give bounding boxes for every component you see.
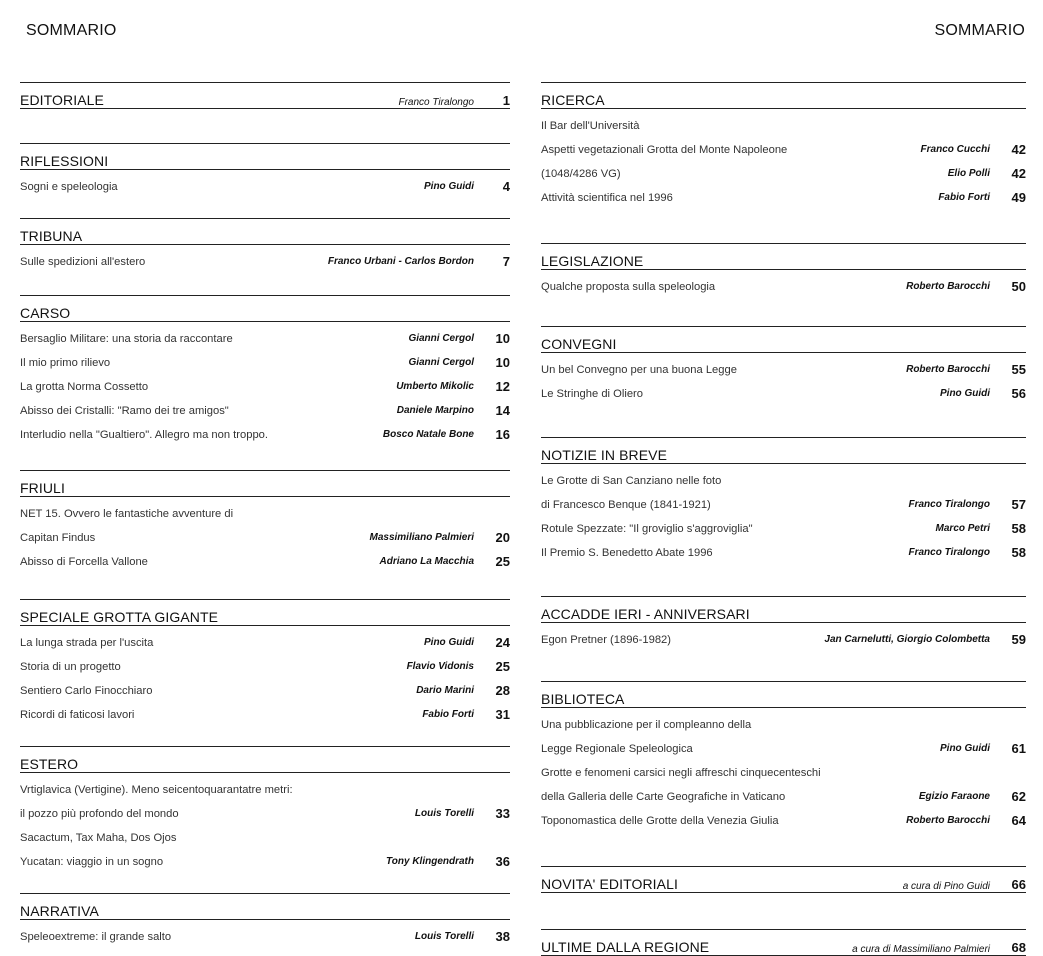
toc-left-column [20, 78, 510, 948]
section-title: NOTIZIE IN BREVE [541, 447, 668, 463]
page-header-left: SOMMARIO [26, 22, 117, 39]
toc-entry[interactable] [20, 501, 510, 525]
section-title: LEGISLAZIONE [541, 253, 644, 269]
toc-section [541, 437, 1026, 592]
toc-entry[interactable] [541, 712, 1026, 736]
section-heading [20, 470, 510, 497]
entry-title: Egon Pretner (1896-1982) [541, 634, 671, 646]
section-title: BIBLIOTECA [541, 691, 625, 707]
section-page-number: 66 [1011, 877, 1026, 892]
toc-section [20, 893, 510, 948]
toc-entry[interactable] [20, 654, 510, 678]
entry-list [541, 357, 1026, 405]
section-title: ULTIME DALLA REGIONE [541, 939, 710, 955]
toc-section [20, 143, 510, 214]
section-title: RIFLESSIONI [20, 153, 109, 169]
toc-entry[interactable] [541, 784, 1026, 808]
toc-entry[interactable] [541, 161, 1026, 185]
section-title: RICERCA [541, 92, 605, 108]
entry-page-number: 42 [1011, 166, 1026, 181]
entry-page-number: 56 [1011, 386, 1026, 401]
entry-author: Louis Torelli [414, 931, 474, 942]
toc-entry[interactable] [20, 924, 510, 948]
entry-author: Gianni Cergol [408, 333, 474, 344]
entry-author: Roberto Barocchi [906, 364, 990, 375]
section-heading [20, 82, 510, 109]
entry-title: Legge Regionale Speleologica [541, 743, 693, 755]
entry-title: La grotta Norma Cossetto [20, 381, 149, 393]
entry-title: Le Stringhe di Oliero [541, 388, 643, 400]
entry-page-number: 61 [1011, 741, 1026, 756]
entry-title: Sulle spedizioni all'estero [20, 256, 146, 268]
entry-title: Bersaglio Militare: una storia da raccontare [20, 333, 233, 345]
entry-page-number: 4 [502, 179, 510, 194]
page-header-right: SOMMARIO [934, 22, 1025, 39]
entry-page-number: 25 [495, 554, 510, 569]
toc-entry[interactable] [541, 492, 1026, 516]
entry-title: Vrtiglavica (Vertigine). Meno seicentoquarantatre metri: [20, 784, 293, 796]
entry-page-number: 58 [1011, 545, 1026, 560]
entry-title: il pozzo più profondo del mondo [20, 808, 179, 820]
entry-list [20, 630, 510, 726]
toc-entry[interactable] [541, 516, 1026, 540]
toc-entry[interactable] [541, 736, 1026, 760]
entry-title: NET 15. Ovvero le fantastiche avventure di [20, 508, 234, 520]
entry-title: Abisso di Forcella Vallone [20, 556, 148, 568]
entry-title: La lunga strada per l'uscita [20, 637, 154, 649]
entry-author: Pino Guidi [424, 181, 474, 192]
entry-author: Adriano La Macchia [379, 556, 474, 567]
toc-entry[interactable] [20, 422, 510, 446]
entry-title: Sentiero Carlo Finocchiaro [20, 685, 153, 697]
section-heading [541, 866, 1026, 893]
toc-section [541, 681, 1026, 862]
entry-page-number: 7 [502, 254, 510, 269]
section-heading [541, 929, 1026, 956]
toc-section [541, 243, 1026, 322]
toc-entry[interactable] [541, 627, 1026, 651]
entry-title: Qualche proposta sulla speleologia [541, 281, 716, 293]
toc-entry[interactable] [20, 825, 510, 849]
entry-title: Storia di un progetto [20, 661, 121, 673]
entry-page-number: 64 [1011, 813, 1026, 828]
entry-author: Fabio Forti [938, 192, 990, 203]
entry-author: Pino Guidi [940, 388, 990, 399]
section-heading [541, 596, 1026, 623]
entry-list [541, 274, 1026, 298]
entry-title: Yucatan: viaggio in un sogno [20, 856, 164, 868]
toc-section [541, 82, 1026, 239]
entry-page-number: 55 [1011, 362, 1026, 377]
entry-title: Grotte e fenomeni carsici negli affreschi cinquecenteschi [541, 767, 821, 779]
toc-section [20, 295, 510, 466]
entry-author: Tony Klingendrath [386, 856, 474, 867]
entry-title: Aspetti vegetazionali Grotta del Monte Napoleone [541, 144, 788, 156]
entry-author: Bosco Natale Bone [382, 429, 474, 440]
entry-title: Rotule Spezzate: "Il groviglio s'aggroviglia" [541, 523, 753, 535]
section-title: ACCADDE IERI - ANNIVERSARI [541, 606, 750, 622]
toc-entry[interactable] [20, 801, 510, 825]
toc-entry[interactable] [541, 540, 1026, 564]
entry-page-number: 50 [1011, 279, 1026, 294]
section-author: a cura di Massimiliano Palmieri [852, 944, 990, 955]
entry-author: Franco Cucchi [920, 144, 990, 155]
section-author: Franco Tiralongo [398, 97, 474, 108]
section-heading [541, 681, 1026, 708]
entry-author: Franco Urbani - Carlos Bordon [327, 256, 474, 267]
entry-author: Massimiliano Palmieri [369, 532, 474, 543]
entry-title: Interludio nella "Gualtiero". Allegro ma non troppo. [20, 429, 268, 441]
toc-entry[interactable] [20, 398, 510, 422]
entry-author: Daniele Marpino [396, 405, 474, 416]
entry-title: Toponomastica delle Grotte della Venezia Giulia [541, 815, 779, 827]
entry-title: Il Premio S. Benedetto Abate 1996 [541, 547, 713, 559]
entry-list [541, 113, 1026, 209]
entry-title: Ricordi di faticosi lavori [20, 709, 135, 721]
entry-title: Sogni e speleologia [20, 181, 118, 193]
entry-page-number: 59 [1011, 632, 1026, 647]
toc-section [20, 470, 510, 595]
toc-right-column [541, 78, 1026, 956]
entry-page-number: 24 [495, 635, 510, 650]
toc-entry[interactable] [20, 525, 510, 549]
section-page-number: 68 [1011, 940, 1026, 955]
section-title: CARSO [20, 305, 71, 321]
section-heading [20, 218, 510, 245]
entry-author: Roberto Barocchi [906, 281, 990, 292]
toc-entry[interactable] [20, 174, 510, 198]
entry-list [20, 777, 510, 873]
section-title: SPECIALE GROTTA GIGANTE [20, 609, 219, 625]
section-heading [541, 82, 1026, 109]
section-title: CONVEGNI [541, 336, 617, 352]
entry-author: Pino Guidi [940, 743, 990, 754]
entry-title: Abisso dei Cristalli: "Ramo dei tre amigos" [20, 405, 229, 417]
entry-title: Attività scientifica nel 1996 [541, 192, 673, 204]
entry-page-number: 20 [495, 530, 510, 545]
entry-page-number: 33 [495, 806, 510, 821]
toc-section [541, 866, 1026, 925]
entry-author: Marco Petri [935, 523, 990, 534]
entry-author: Flavio Vidonis [406, 661, 474, 672]
section-heading [541, 326, 1026, 353]
entry-title: Una pubblicazione per il compleanno della [541, 719, 752, 731]
entry-page-number: 16 [495, 427, 510, 442]
entry-list [20, 249, 510, 273]
section-heading [20, 599, 510, 626]
toc-section [541, 596, 1026, 677]
entry-author: Dario Marini [416, 685, 474, 696]
section-title: NARRATIVA [20, 903, 99, 919]
entry-page-number: 25 [495, 659, 510, 674]
entry-title: Il Bar dell'Università [541, 120, 640, 132]
toc-entry[interactable] [20, 777, 510, 801]
toc-entry[interactable] [20, 249, 510, 273]
entry-author: Egizio Faraone [918, 791, 990, 802]
entry-page-number: 57 [1011, 497, 1026, 512]
toc-entry[interactable] [541, 808, 1026, 832]
entry-author: Elio Polli [947, 168, 990, 179]
entry-page-number: 62 [1011, 789, 1026, 804]
entry-author: Franco Tiralongo [908, 499, 990, 510]
toc-entry[interactable] [20, 549, 510, 573]
entry-page-number: 49 [1011, 190, 1026, 205]
entry-list [541, 468, 1026, 564]
toc-entry[interactable] [541, 760, 1026, 784]
section-heading [20, 143, 510, 170]
toc-section [541, 929, 1026, 956]
entry-author: Fabio Forti [422, 709, 474, 720]
entry-page-number: 38 [495, 929, 510, 944]
toc-entry[interactable] [20, 326, 510, 350]
entry-page-number: 42 [1011, 142, 1026, 157]
entry-title: Speleoextreme: il grande salto [20, 931, 172, 943]
section-heading [20, 893, 510, 920]
entry-page-number: 10 [495, 331, 510, 346]
toc-entry[interactable] [541, 357, 1026, 381]
toc-entry[interactable] [20, 630, 510, 654]
entry-author: Louis Torelli [414, 808, 474, 819]
entry-page-number: 31 [495, 707, 510, 722]
entry-page-number: 36 [495, 854, 510, 869]
entry-author: Umberto Mikolic [396, 381, 474, 392]
entry-author: Pino Guidi [424, 637, 474, 648]
section-page-number: 1 [502, 93, 510, 108]
toc-entry[interactable] [20, 702, 510, 726]
toc-entry[interactable] [20, 678, 510, 702]
toc-section [20, 82, 510, 139]
entry-author: Franco Tiralongo [908, 547, 990, 558]
toc-section [541, 326, 1026, 433]
entry-list [541, 627, 1026, 651]
section-heading [20, 295, 510, 322]
entry-author: Roberto Barocchi [906, 815, 990, 826]
entry-author: Gianni Cergol [408, 357, 474, 368]
entry-title: Un bel Convegno per una buona Legge [541, 364, 737, 376]
section-title: TRIBUNA [20, 228, 83, 244]
toc-entry[interactable] [541, 381, 1026, 405]
section-heading [541, 437, 1026, 464]
entry-page-number: 28 [495, 683, 510, 698]
toc-section [20, 599, 510, 742]
entry-page-number: 58 [1011, 521, 1026, 536]
entry-author: Jan Carnelutti, Giorgio Colombetta [824, 634, 990, 645]
entry-title: Sacactum, Tax Maha, Dos Ojos [20, 832, 177, 844]
entry-title: di Francesco Benque (1841-1921) [541, 499, 711, 511]
section-title: NOVITA' EDITORIALI [541, 876, 678, 892]
entry-list [20, 501, 510, 573]
toc-entry[interactable] [20, 849, 510, 873]
toc-entry[interactable] [541, 113, 1026, 137]
toc-section [20, 218, 510, 291]
entry-title: della Galleria delle Carte Geografiche in Vaticano [541, 791, 786, 803]
entry-list [20, 924, 510, 948]
section-heading [541, 243, 1026, 270]
section-author: a cura di Pino Guidi [902, 881, 990, 892]
toc-entry[interactable] [541, 185, 1026, 209]
entry-list [541, 712, 1026, 832]
toc-entry[interactable] [20, 374, 510, 398]
toc-entry[interactable] [541, 468, 1026, 492]
entry-title: (1048/4286 VG) [541, 168, 621, 180]
toc-entry[interactable] [20, 350, 510, 374]
section-heading [20, 746, 510, 773]
entry-page-number: 10 [495, 355, 510, 370]
entry-page-number: 12 [495, 379, 510, 394]
entry-title: Il mio primo rilievo [20, 357, 111, 369]
entry-list [20, 174, 510, 198]
section-title: FRIULI [20, 480, 65, 496]
entry-page-number: 14 [495, 403, 510, 418]
entry-list [20, 326, 510, 446]
entry-title: Le Grotte di San Canziano nelle foto [541, 475, 722, 487]
toc-section [20, 746, 510, 889]
toc-entry[interactable] [541, 137, 1026, 161]
entry-title: Capitan Findus [20, 532, 96, 544]
section-title: EDITORIALE [20, 92, 104, 108]
toc-entry[interactable] [541, 274, 1026, 298]
section-title: ESTERO [20, 756, 79, 772]
